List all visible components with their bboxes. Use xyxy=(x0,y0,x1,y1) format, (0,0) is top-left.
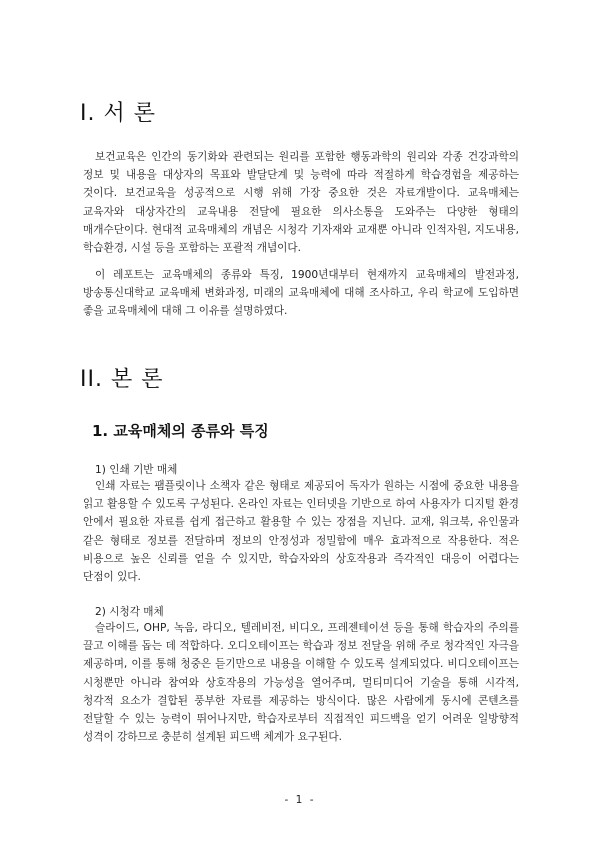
page-number: - 1 - xyxy=(284,794,316,806)
item-text-audiovisual-media-body: 슬라이드, OHP, 녹음, 라디오, 텔레비전, 비디오, 프레젠테이션 등을 통해 학습자의 주의를 끌고 이해를 돕는 데 적합하다. 오디오테이프는 학습과 정보 전달을 위해 주로 청각적인 자극을 제공하며, 이를 통해 청중은 듣기만으로 내용을 이해할 수 있도록 설계되었다. 비디오테이프는 시청뿐만 아니라 참여와 상호작용의 가능성을 열어주며, 멀티미디어 기술을 통해 시각적, 청각적 요소가 결합된 풍부한 자료를 제공하는 방식이다. 많은 사람에게 동시에 콘텐츠를 전달할 수 있는 능력이 뛰어나지만, 학습자로부터 직접적인 피드백을 얻기 어려운 일방향적 성격이 강하므로 충분히 설계된 피드백 체계가 요구된다. xyxy=(83,622,519,744)
item-title-print-media: 1) 인쇄 기반 매체 xyxy=(95,464,178,476)
intro-paragraph-2 xyxy=(83,266,519,321)
intro-paragraph-1 xyxy=(83,148,519,257)
subsection-heading: 1. 교육매체의 종류와 특징 xyxy=(92,422,269,440)
section-heading-introduction: I. 서 론 xyxy=(80,101,156,126)
item-title-audiovisual-media: 2) 시청각 매체 xyxy=(95,606,164,618)
intro-paragraph-2-text: 이 레포트는 교육매체의 종류와 특징, 1900년대부터 현재까지 교육매체의 발전과정, 방송통신대학교 교육매체 변화과정, 미래의 교육매체에 대해 조사하고, 우리 학교에 도입하면 좋을 교육매체에 대해 그 이유를 설명하였다. xyxy=(83,269,519,318)
intro-paragraph-1-text: 보건교육은 인간의 동기화와 관련되는 원리를 포함한 행동과학의 원리와 각종 건강과학의 정보 및 내용을 대상자의 목표와 발달단계 및 능력에 따라 적절하게 학습경험을 제공하는 것이다. 보건교육을 성공적으로 시행 위해 가장 중요한 것은 자료개발이다. 교육매체는 교육자와 대상자간의 교육내용 전달에 필요한 의사소통을 도와주는 다양한 형태의 매개수단이다. 현대적 교육매체의 개념은 시청각 기자재와 교재뿐 아니라 인적자원, 지도내용, 학습환경, 시설 등을 포함하는 포괄적 개념이다. xyxy=(83,151,519,255)
item-text-print-media xyxy=(83,477,519,586)
item-text-print-media-body: 인쇄 자료는 팸플릿이나 소책자 같은 형태로 제공되어 독자가 원하는 시점에 중요한 내용을 읽고 활용할 수 있도록 구성된다. 온라인 자료는 인터넷을 기반으로 하여 사용자가 디지털 환경 안에서 필요한 자료를 쉽게 접근하고 활용할 수 있는 장점을 지닌다. 교재, 워크북, 유인물과 같은 형태로 정보를 전달하며 정보의 안정성과 정밀함에 매우 효과적으로 작용한다. 적은 비용으로 높은 신뢰를 얻을 수 있지만, 학습자와의 상호작용과 즉각적인 대응이 어렵다는 단점이 있다. xyxy=(83,480,519,584)
item-text-audiovisual-media xyxy=(83,619,519,746)
section-heading-body: II. 본 론 xyxy=(80,367,164,392)
